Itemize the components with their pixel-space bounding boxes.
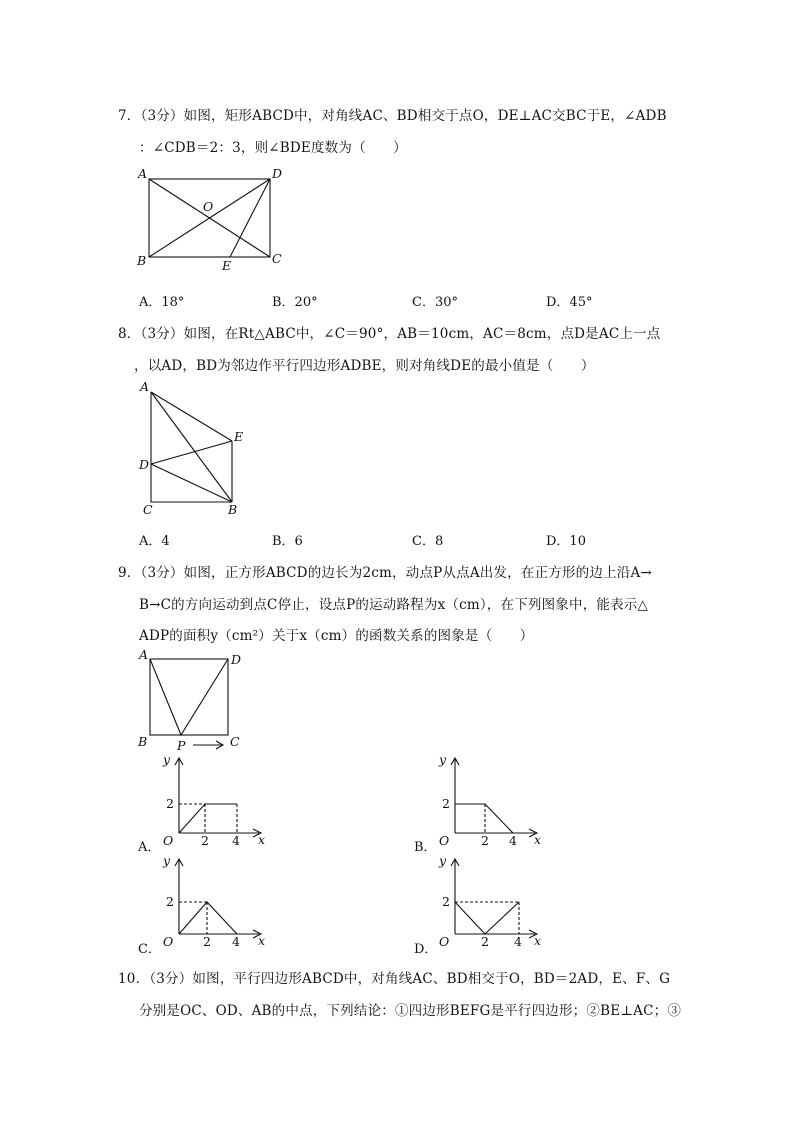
q9-graph-a[interactable] bbox=[155, 753, 285, 853]
q8-option-d[interactable]: D．10 bbox=[546, 534, 586, 549]
q9-text-line3: ADP的面积y（cm²）关于x（cm）的函数关系的图象是（ ） bbox=[139, 628, 534, 644]
q7-label-D: D bbox=[272, 166, 283, 181]
q8-label-D: D bbox=[139, 457, 150, 472]
q7-label-B: B bbox=[137, 253, 147, 268]
graph-c-origin: O bbox=[163, 934, 174, 949]
graph-a-origin: O bbox=[163, 833, 174, 848]
graph-d-y-label: y bbox=[439, 853, 447, 868]
graph-d-x-tick-2: 2 bbox=[481, 934, 489, 949]
q7-option-d[interactable]: D．45° bbox=[546, 295, 593, 310]
q8-label-E: E bbox=[234, 429, 244, 444]
graph-b-y-tick-2: 2 bbox=[442, 796, 450, 811]
q9-option-b[interactable]: B． bbox=[414, 840, 437, 855]
graph-c-y-label: y bbox=[163, 853, 171, 868]
q10-text-line2: 分别是OC、OD、AB的中点，下列结论：①四边形BEFG是平行四边形；②BE⊥AC；③ bbox=[139, 1003, 682, 1019]
graph-b-x-tick-2: 2 bbox=[481, 833, 489, 848]
graph-c-y-tick-2: 2 bbox=[166, 894, 174, 909]
q8-option-b[interactable]: B．6 bbox=[272, 534, 303, 549]
q7-label-E: E bbox=[222, 258, 232, 273]
q7-option-b[interactable]: B．20° bbox=[272, 295, 318, 310]
q7-text-line2: ：∠CDB＝2：3，则∠BDE度数为（ ） bbox=[139, 140, 407, 156]
q7-label-A: A bbox=[138, 166, 148, 181]
q9-graph-c[interactable] bbox=[155, 854, 285, 954]
q8-option-a[interactable]: A．4 bbox=[139, 534, 170, 549]
q9-option-a[interactable]: A． bbox=[138, 840, 161, 855]
graph-b-x-label: x bbox=[534, 832, 542, 847]
graph-c-x-label: x bbox=[258, 933, 266, 948]
q10-text-line1: 10．（3分）如图，平行四边形ABCD中，对角线AC、BD相交于O，BD＝2AD，E、F、G bbox=[118, 971, 671, 987]
graph-a-y-tick-2: 2 bbox=[166, 796, 174, 811]
graph-d-y-tick-2: 2 bbox=[442, 894, 450, 909]
graph-c-x-tick-2: 2 bbox=[203, 934, 211, 949]
q9-label-B: B bbox=[138, 734, 148, 749]
graph-a-x-tick-4: 4 bbox=[232, 833, 240, 848]
graph-b-y-label: y bbox=[439, 752, 447, 767]
graph-c-x-tick-4: 4 bbox=[232, 934, 240, 949]
q8-option-c[interactable]: C．8 bbox=[412, 534, 444, 549]
q9-text-line2: B→C的方向运动到点C停止，设点P的运动路程为x（cm），在下列图象中，能表示△ bbox=[139, 597, 649, 613]
q9-text-line1: 9．（3分）如图，正方形ABCD的边长为2cm，动点P从点A出发，在正方形的边上沿A→ bbox=[118, 565, 652, 581]
graph-d-origin: O bbox=[439, 934, 450, 949]
q9-label-C: C bbox=[230, 734, 240, 749]
q9-label-A: A bbox=[139, 647, 149, 662]
graph-a-y-label: y bbox=[163, 752, 171, 767]
q9-option-d[interactable]: D． bbox=[414, 942, 438, 957]
q9-option-c[interactable]: C． bbox=[138, 942, 161, 957]
q7-option-a[interactable]: A．18° bbox=[139, 295, 185, 310]
q8-text-line1: 8．（3分）如图，在Rt△ABC中，∠C＝90°，AB＝10cm，AC＝8cm，点D是AC上一点 bbox=[118, 326, 661, 342]
graph-a-x-label: x bbox=[258, 832, 266, 847]
graph-d-x-label: x bbox=[534, 933, 542, 948]
q9-label-P: P bbox=[177, 738, 186, 753]
q8-label-A: A bbox=[140, 379, 150, 394]
q9-graph-b[interactable] bbox=[431, 753, 561, 853]
graph-a-x-tick-2: 2 bbox=[201, 833, 209, 848]
graph-b-origin: O bbox=[439, 833, 450, 848]
q8-label-B: B bbox=[228, 502, 238, 517]
q9-graph-d[interactable] bbox=[431, 854, 561, 954]
q8-text-line2: ，以AD，BD为邻边作平行四边形ADBE，则对角线DE的最小值是（ ） bbox=[134, 358, 595, 374]
graph-b-x-tick-4: 4 bbox=[509, 833, 517, 848]
q9-label-D: D bbox=[231, 652, 242, 667]
q7-option-c[interactable]: C．30° bbox=[412, 295, 458, 310]
graph-d-x-tick-4: 4 bbox=[514, 934, 522, 949]
q7-text-line1: 7．（3分）如图，矩形ABCD中，对角线AC、BD相交于点O，DE⊥AC交BC于E，∠ADB bbox=[118, 108, 667, 124]
q8-label-C: C bbox=[143, 502, 153, 517]
q7-label-O: O bbox=[203, 199, 214, 214]
q7-label-C: C bbox=[272, 251, 282, 266]
